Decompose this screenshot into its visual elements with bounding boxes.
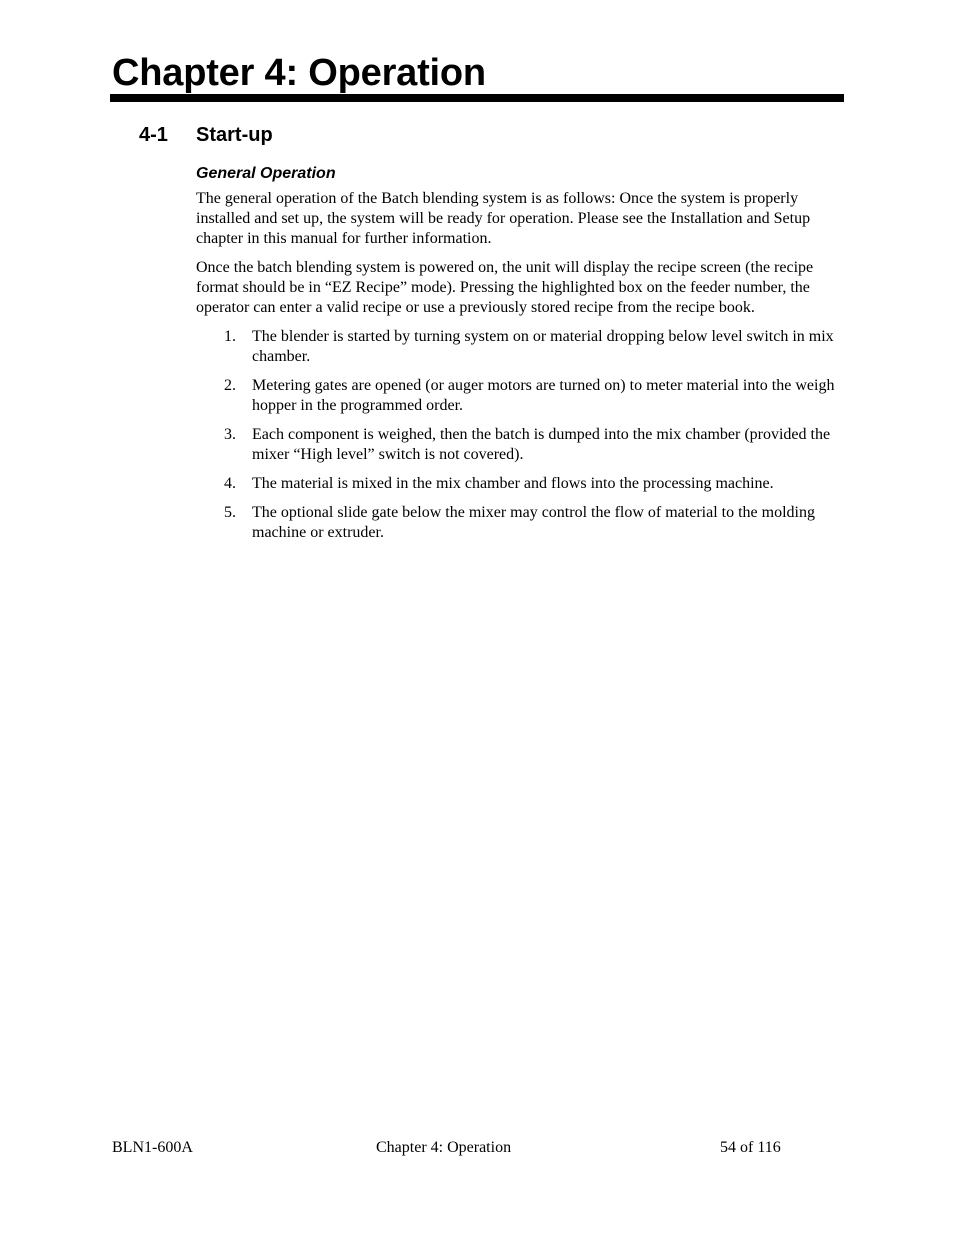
list-item-text: Each component is weighed, then the batch is dumped into the mix chamber (provided the mixer “High level” switch is not covered). — [252, 426, 831, 463]
paragraph: Once the batch blending system is powered on, the unit will display the recipe screen (the recipe format should be in “EZ Recipe” mode). Pressing the highlighted box on the feeder number, the operator can enter a valid recipe or use a previously stored recipe from the recipe book. — [196, 259, 814, 316]
list-item-text: The optional slide gate below the mixer may control the flow of material to the molding machine or extruder. — [252, 504, 815, 541]
operation-steps-list — [196, 327, 846, 543]
list-item-number: 5. — [224, 504, 236, 521]
footer-chapter: Chapter 4: Operation — [376, 1139, 512, 1156]
footer-document-id: BLN1-600A — [112, 1139, 193, 1156]
subsection-heading: General Operation — [196, 165, 336, 182]
list-item-number: 3. — [224, 426, 236, 443]
list-item — [196, 503, 846, 543]
list-item — [196, 327, 846, 367]
footer-page-number: 54 of 116 — [720, 1139, 781, 1156]
chapter-title-rule — [110, 94, 844, 102]
section-title: Start-up — [196, 124, 273, 146]
list-item-number: 1. — [224, 328, 236, 345]
list-item-number: 4. — [224, 475, 236, 492]
list-item — [196, 376, 846, 416]
section-number: 4-1 — [139, 124, 168, 146]
list-item-text: The blender is started by turning system on or material dropping below level switch in mix chamber. — [252, 328, 834, 365]
chapter-title: Chapter 4: Operation — [112, 52, 486, 94]
section-heading — [139, 122, 273, 148]
paragraph: The general operation of the Batch blending system is as follows: Once the system is properly installed and set up, the system will be ready for operation. Please see the Installation and Setup chapter in this manual for further information. — [196, 190, 811, 247]
list-item — [196, 425, 846, 465]
list-item — [196, 474, 846, 494]
section-body — [196, 163, 846, 552]
list-item-text: Metering gates are opened (or auger motors are turned on) to meter material into the weigh hopper in the programmed order. — [252, 377, 835, 414]
list-item-text: The material is mixed in the mix chamber and flows into the processing machine. — [252, 475, 774, 492]
list-item-number: 2. — [224, 377, 236, 394]
